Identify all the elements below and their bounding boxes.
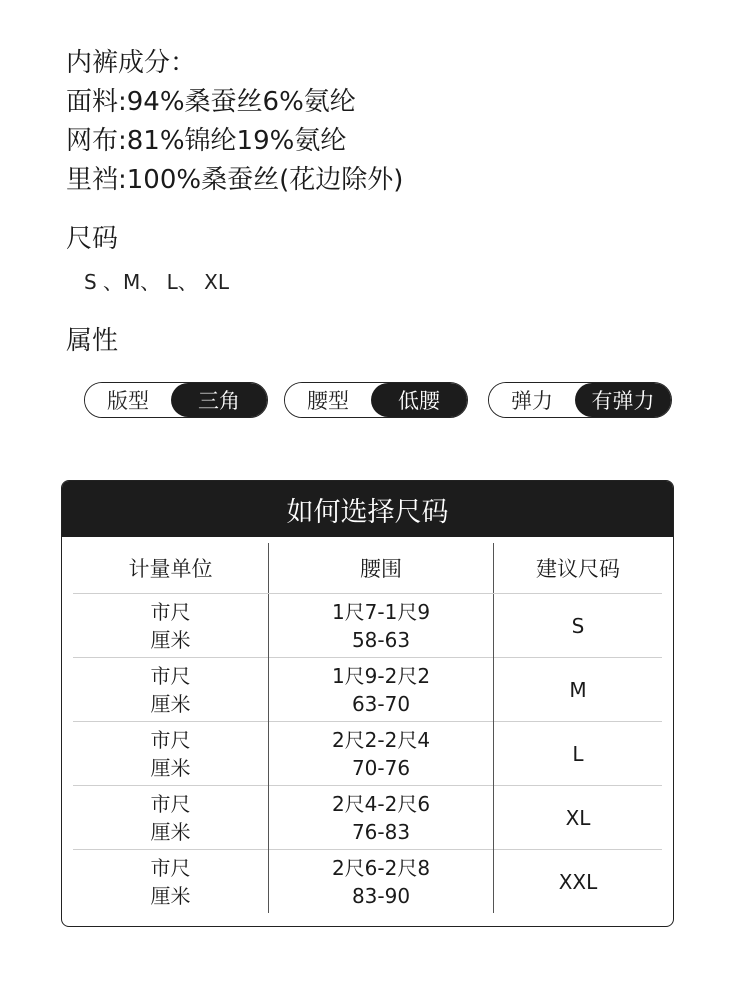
table-row: [73, 722, 662, 786]
unit-cell: 市尺 厘米: [73, 850, 269, 914]
size-cell: L: [494, 722, 663, 786]
size-cell: XXL: [494, 850, 663, 914]
column-header-waist: 腰围: [269, 543, 494, 594]
size-guide-card: [61, 480, 674, 927]
attribute-value: 有弹力: [575, 383, 671, 417]
attribute-key: 弹力: [489, 383, 575, 417]
attribute-pill-stretch: [488, 382, 672, 418]
attribute-value: 三角: [171, 383, 267, 417]
unit-cell: 市尺 厘米: [73, 786, 269, 850]
waist-cell: 2尺2-2尺4 70-76: [269, 722, 494, 786]
size-heading: 尺码: [66, 224, 119, 254]
column-header-unit: 计量单位: [73, 543, 269, 594]
table-row: [73, 850, 662, 914]
composition-line: 里裆:100%桑蚕丝(花边除外): [66, 165, 404, 195]
size-cell: XL: [494, 786, 663, 850]
unit-cell: 市尺 厘米: [73, 594, 269, 658]
attributes-heading: 属性: [66, 326, 119, 356]
waist-cell: 2尺6-2尺8 83-90: [269, 850, 494, 914]
table-row: [73, 658, 662, 722]
waist-cell: 1尺7-1尺9 58-63: [269, 594, 494, 658]
composition-line: 网布:81%锦纶19%氨纶: [66, 126, 347, 156]
composition-block: [66, 44, 403, 200]
attribute-key: 腰型: [285, 383, 371, 417]
waist-cell: 1尺9-2尺2 63-70: [269, 658, 494, 722]
size-guide-title: 如何选择尺码: [62, 481, 673, 537]
table-row: [73, 786, 662, 850]
column-header-size: 建议尺码: [494, 543, 663, 594]
size-cell: M: [494, 658, 663, 722]
attribute-pill-fit: [84, 382, 268, 418]
table-row: [73, 594, 662, 658]
table-header-row: [73, 543, 662, 594]
attribute-pill-waist: [284, 382, 468, 418]
size-cell: S: [494, 594, 663, 658]
waist-cell: 2尺4-2尺6 76-83: [269, 786, 494, 850]
attribute-key: 版型: [85, 383, 171, 417]
size-list: S 、M、 L、 XL: [84, 270, 230, 294]
composition-line: 面料:94%桑蚕丝6%氨纶: [66, 87, 356, 117]
size-table: [73, 543, 662, 913]
unit-cell: 市尺 厘米: [73, 722, 269, 786]
unit-cell: 市尺 厘米: [73, 658, 269, 722]
composition-title: 内裤成分：: [66, 48, 197, 78]
attribute-value: 低腰: [371, 383, 467, 417]
